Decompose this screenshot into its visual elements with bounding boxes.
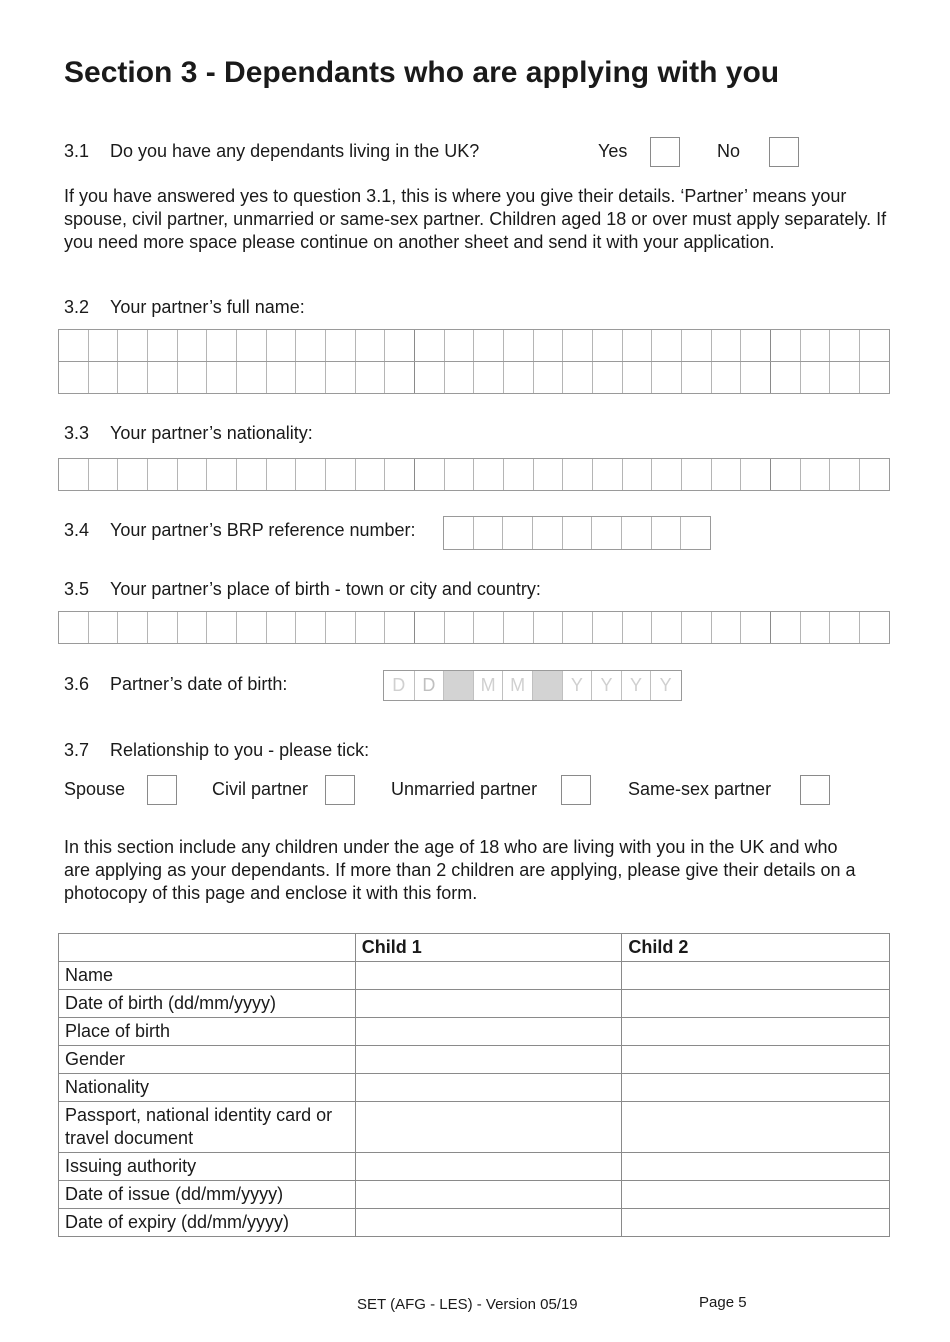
character-box[interactable] bbox=[266, 362, 296, 393]
character-box[interactable] bbox=[88, 612, 118, 643]
character-box[interactable] bbox=[562, 362, 592, 393]
character-box[interactable] bbox=[414, 362, 444, 393]
child-2-cell[interactable] bbox=[622, 962, 890, 990]
character-box[interactable] bbox=[444, 517, 473, 549]
character-box[interactable] bbox=[533, 362, 563, 393]
character-box[interactable] bbox=[444, 330, 474, 361]
spouse-checkbox[interactable] bbox=[147, 775, 177, 805]
question-number: 3.1 bbox=[64, 141, 90, 161]
header-child-2: Child 2 bbox=[622, 934, 890, 962]
question-text: Partner’s date of birth: bbox=[110, 674, 288, 694]
character-box[interactable] bbox=[59, 459, 88, 490]
yes-label: Yes bbox=[598, 141, 628, 161]
character-box[interactable] bbox=[562, 330, 592, 361]
character-box[interactable] bbox=[473, 517, 503, 549]
question-number: 3.7 bbox=[64, 740, 90, 760]
character-box[interactable] bbox=[117, 459, 147, 490]
character-box[interactable] bbox=[88, 362, 118, 393]
character-box[interactable] bbox=[236, 612, 266, 643]
character-box[interactable] bbox=[117, 612, 147, 643]
character-box[interactable] bbox=[859, 612, 889, 643]
character-box[interactable] bbox=[740, 330, 770, 361]
child-2-cell[interactable] bbox=[622, 990, 890, 1018]
question-number: 3.2 bbox=[64, 297, 90, 317]
partner-full-name-line-2[interactable] bbox=[58, 361, 890, 394]
child-1-cell[interactable] bbox=[355, 1209, 622, 1237]
character-box[interactable] bbox=[206, 330, 236, 361]
partner-place-of-birth-field[interactable] bbox=[58, 611, 890, 644]
character-box[interactable] bbox=[533, 330, 563, 361]
character-box[interactable] bbox=[740, 459, 770, 490]
question-3-3 bbox=[64, 423, 313, 444]
character-box[interactable] bbox=[325, 459, 355, 490]
character-box[interactable] bbox=[444, 459, 474, 490]
character-box[interactable] bbox=[562, 612, 592, 643]
table-row bbox=[59, 1153, 890, 1181]
character-box[interactable] bbox=[177, 612, 207, 643]
character-box[interactable] bbox=[533, 612, 563, 643]
form-version: SET (AFG - LES) - Version 05/19 bbox=[357, 1296, 578, 1313]
character-box[interactable] bbox=[473, 612, 503, 643]
partner-nationality-field[interactable] bbox=[58, 458, 890, 491]
character-box[interactable] bbox=[59, 612, 88, 643]
character-box[interactable] bbox=[651, 330, 681, 361]
character-box[interactable] bbox=[622, 612, 652, 643]
character-box[interactable] bbox=[622, 362, 652, 393]
character-box[interactable] bbox=[325, 330, 355, 361]
option-same-sex-partner-label: Same-sex partner bbox=[628, 779, 772, 799]
option-unmarried-partner-label: Unmarried partner bbox=[391, 779, 538, 799]
dob-month-2[interactable]: M bbox=[502, 671, 532, 700]
character-box[interactable] bbox=[829, 362, 859, 393]
partner-brp-reference-field[interactable] bbox=[443, 516, 711, 550]
character-box[interactable] bbox=[532, 517, 562, 549]
table-row bbox=[59, 1209, 890, 1237]
character-box[interactable] bbox=[562, 459, 592, 490]
row-label: Date of expiry (dd/mm/yyyy) bbox=[59, 1209, 356, 1237]
child-2-cell[interactable] bbox=[622, 1153, 890, 1181]
character-box[interactable] bbox=[681, 330, 711, 361]
table-header-row bbox=[59, 934, 890, 962]
question-text: Your partner’s place of birth - town or city and country: bbox=[110, 579, 541, 599]
question-number: 3.3 bbox=[64, 423, 90, 443]
character-box[interactable] bbox=[681, 459, 711, 490]
character-box[interactable] bbox=[177, 330, 207, 361]
child-2-cell[interactable] bbox=[622, 1209, 890, 1237]
child-2-cell[interactable] bbox=[622, 1046, 890, 1074]
character-box[interactable] bbox=[147, 459, 177, 490]
child-1-cell[interactable] bbox=[355, 962, 622, 990]
character-box[interactable] bbox=[444, 612, 474, 643]
character-box[interactable] bbox=[444, 362, 474, 393]
character-box[interactable] bbox=[355, 612, 385, 643]
table-row bbox=[59, 1074, 890, 1102]
character-box[interactable] bbox=[829, 459, 859, 490]
row-label: Name bbox=[59, 962, 356, 990]
character-box[interactable] bbox=[711, 330, 741, 361]
character-box[interactable] bbox=[621, 517, 651, 549]
character-box[interactable] bbox=[355, 459, 385, 490]
character-box[interactable] bbox=[859, 330, 889, 361]
character-box[interactable] bbox=[711, 362, 741, 393]
table-row bbox=[59, 1181, 890, 1209]
child-2-cell[interactable] bbox=[622, 1074, 890, 1102]
character-box[interactable] bbox=[829, 330, 859, 361]
question-number: 3.5 bbox=[64, 579, 90, 599]
character-box[interactable] bbox=[503, 362, 533, 393]
character-box[interactable] bbox=[533, 459, 563, 490]
child-2-cell[interactable] bbox=[622, 1102, 890, 1153]
character-box[interactable] bbox=[502, 517, 532, 549]
question-text: Do you have any dependants living in the UK? bbox=[110, 141, 480, 161]
child-1-cell[interactable] bbox=[355, 1102, 622, 1153]
option-civil-partner-label: Civil partner bbox=[212, 779, 309, 799]
character-box[interactable] bbox=[622, 459, 652, 490]
character-box[interactable] bbox=[859, 459, 889, 490]
dob-year-3[interactable]: Y bbox=[621, 671, 651, 700]
character-box[interactable] bbox=[147, 612, 177, 643]
question-3-6 bbox=[64, 674, 287, 695]
question-3-2 bbox=[64, 297, 305, 318]
character-box[interactable] bbox=[266, 459, 296, 490]
character-box[interactable] bbox=[325, 612, 355, 643]
character-box[interactable] bbox=[384, 330, 414, 361]
child-1-cell[interactable] bbox=[355, 1153, 622, 1181]
child-1-cell[interactable] bbox=[355, 1181, 622, 1209]
children-intro: In this section include any children under the age of 18 who are living with you in the UK and who are applying as your dependants. If more than 2 children are applying, please give their details on a photocopy of this page and enclose it with this form. bbox=[64, 837, 856, 903]
character-box[interactable] bbox=[117, 362, 147, 393]
children-details-table bbox=[58, 933, 890, 1237]
character-box[interactable] bbox=[295, 330, 325, 361]
character-box[interactable] bbox=[503, 330, 533, 361]
table-row bbox=[59, 1046, 890, 1074]
question-3-7 bbox=[64, 740, 369, 761]
option-spouse-label: Spouse bbox=[64, 779, 126, 799]
question-text: Your partner’s BRP reference number: bbox=[110, 520, 416, 540]
dob-year-1[interactable]: Y bbox=[562, 671, 592, 700]
character-box[interactable] bbox=[770, 362, 800, 393]
character-box[interactable] bbox=[562, 517, 592, 549]
character-box[interactable] bbox=[651, 459, 681, 490]
child-1-cell[interactable] bbox=[355, 1074, 622, 1102]
dob-day-1[interactable]: D bbox=[392, 675, 406, 695]
character-box[interactable] bbox=[622, 330, 652, 361]
character-box[interactable] bbox=[800, 459, 830, 490]
character-box[interactable] bbox=[355, 330, 385, 361]
character-box[interactable] bbox=[414, 330, 444, 361]
character-box[interactable] bbox=[266, 330, 296, 361]
question-text: Your partner’s nationality: bbox=[110, 423, 313, 443]
character-box[interactable] bbox=[177, 459, 207, 490]
character-box[interactable] bbox=[740, 362, 770, 393]
row-label: Issuing authority bbox=[59, 1153, 356, 1181]
row-label: Nationality bbox=[59, 1074, 356, 1102]
character-box[interactable] bbox=[117, 330, 147, 361]
same-sex-partner-checkbox[interactable] bbox=[800, 775, 830, 805]
character-box[interactable] bbox=[592, 330, 622, 361]
question-number: 3.6 bbox=[64, 674, 90, 694]
row-label: Passport, national identity card or travel document bbox=[59, 1102, 356, 1153]
dob-year-2[interactable]: Y bbox=[591, 671, 621, 700]
no-label: No bbox=[717, 141, 741, 161]
dependants-intro: If you have answered yes to question 3.1, this is where you give their details. ‘Partner’ means your spouse, civil partner, unmarried or same-sex partner. Children aged 18 or over must apply separately. If you need more space please continue on another sheet and send it with your application. bbox=[64, 186, 887, 252]
character-box[interactable] bbox=[800, 362, 830, 393]
character-box[interactable] bbox=[295, 459, 325, 490]
question-3-4 bbox=[64, 520, 416, 541]
dob-day-2[interactable]: D bbox=[414, 671, 444, 700]
character-box[interactable] bbox=[266, 612, 296, 643]
character-box[interactable] bbox=[295, 612, 325, 643]
character-box[interactable] bbox=[503, 612, 533, 643]
page-title: Section 3 - Dependants who are applying with you bbox=[64, 56, 780, 89]
partner-date-of-birth-field[interactable] bbox=[383, 670, 682, 701]
table-row bbox=[59, 1102, 890, 1153]
child-1-cell[interactable] bbox=[355, 1046, 622, 1074]
character-box[interactable] bbox=[592, 612, 622, 643]
character-box[interactable] bbox=[651, 362, 681, 393]
character-box[interactable] bbox=[829, 612, 859, 643]
question-number: 3.4 bbox=[64, 520, 90, 540]
character-box[interactable] bbox=[800, 330, 830, 361]
character-box[interactable] bbox=[681, 612, 711, 643]
character-box[interactable] bbox=[503, 459, 533, 490]
partner-full-name-line-1[interactable] bbox=[58, 329, 890, 362]
character-box[interactable] bbox=[177, 362, 207, 393]
character-box[interactable] bbox=[206, 459, 236, 490]
character-box[interactable] bbox=[384, 362, 414, 393]
dob-separator bbox=[443, 671, 473, 700]
character-box[interactable] bbox=[147, 330, 177, 361]
character-box[interactable] bbox=[295, 362, 325, 393]
character-box[interactable] bbox=[473, 459, 503, 490]
child-2-cell[interactable] bbox=[622, 1181, 890, 1209]
page-number: Page 5 bbox=[699, 1294, 747, 1311]
dob-month-1[interactable]: M bbox=[473, 671, 503, 700]
no-checkbox[interactable] bbox=[769, 137, 799, 167]
row-label: Date of birth (dd/mm/yyyy) bbox=[59, 990, 356, 1018]
character-box[interactable] bbox=[770, 459, 800, 490]
civil-partner-checkbox[interactable] bbox=[325, 775, 355, 805]
character-box[interactable] bbox=[236, 459, 266, 490]
header-child-1: Child 1 bbox=[355, 934, 622, 962]
character-box[interactable] bbox=[414, 612, 444, 643]
character-box[interactable] bbox=[651, 612, 681, 643]
yes-checkbox[interactable] bbox=[650, 137, 680, 167]
row-label: Gender bbox=[59, 1046, 356, 1074]
character-box[interactable] bbox=[681, 362, 711, 393]
character-box[interactable] bbox=[88, 459, 118, 490]
character-box[interactable] bbox=[711, 612, 741, 643]
character-box[interactable] bbox=[651, 517, 681, 549]
unmarried-partner-checkbox[interactable] bbox=[561, 775, 591, 805]
question-3-5 bbox=[64, 579, 541, 600]
character-box[interactable] bbox=[236, 330, 266, 361]
character-box[interactable] bbox=[770, 612, 800, 643]
character-box[interactable] bbox=[384, 612, 414, 643]
character-box[interactable] bbox=[59, 362, 88, 393]
character-box[interactable] bbox=[147, 362, 177, 393]
child-1-cell[interactable] bbox=[355, 990, 622, 1018]
character-box[interactable] bbox=[414, 459, 444, 490]
dob-separator bbox=[532, 671, 562, 700]
question-3-1 bbox=[64, 141, 479, 162]
character-box[interactable] bbox=[680, 517, 710, 549]
character-box[interactable] bbox=[592, 362, 622, 393]
character-box[interactable] bbox=[740, 612, 770, 643]
character-box[interactable] bbox=[859, 362, 889, 393]
character-box[interactable] bbox=[206, 362, 236, 393]
table-row bbox=[59, 962, 890, 990]
question-text: Relationship to you - please tick: bbox=[110, 740, 370, 760]
character-box[interactable] bbox=[59, 330, 88, 361]
row-label: Place of birth bbox=[59, 1018, 356, 1046]
character-box[interactable] bbox=[591, 517, 621, 549]
table-row bbox=[59, 990, 890, 1018]
header-blank bbox=[59, 934, 356, 962]
character-box[interactable] bbox=[325, 362, 355, 393]
character-box[interactable] bbox=[236, 362, 266, 393]
row-label: Date of issue (dd/mm/yyyy) bbox=[59, 1181, 356, 1209]
character-box[interactable] bbox=[770, 330, 800, 361]
character-box[interactable] bbox=[800, 612, 830, 643]
dob-year-4[interactable]: Y bbox=[650, 671, 680, 700]
character-box[interactable] bbox=[473, 362, 503, 393]
character-box[interactable] bbox=[592, 459, 622, 490]
character-box[interactable] bbox=[473, 330, 503, 361]
child-1-cell[interactable] bbox=[355, 1018, 622, 1046]
character-box[interactable] bbox=[384, 459, 414, 490]
character-box[interactable] bbox=[88, 330, 118, 361]
character-box[interactable] bbox=[355, 362, 385, 393]
child-2-cell[interactable] bbox=[622, 1018, 890, 1046]
table-row bbox=[59, 1018, 890, 1046]
character-box[interactable] bbox=[711, 459, 741, 490]
question-text: Your partner’s full name: bbox=[110, 297, 305, 317]
character-box[interactable] bbox=[206, 612, 236, 643]
